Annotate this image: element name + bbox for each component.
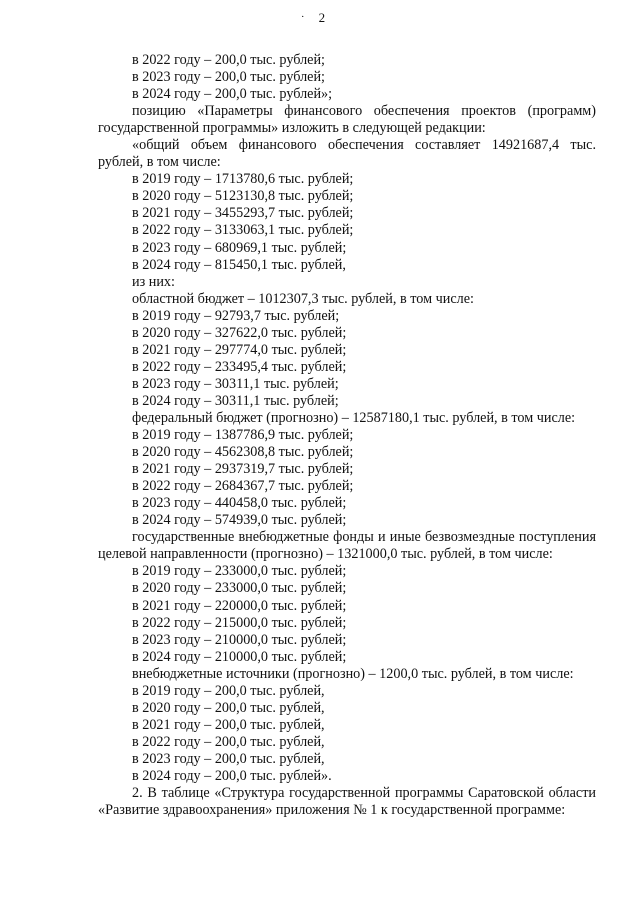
text-line: государственные внебюджетные фонды и иные безвозмездные поступления — [132, 529, 596, 546]
text-line: в 2021 году – 3455293,7 тыс. рублей; — [132, 205, 354, 222]
document-body — [98, 52, 596, 819]
text-line: внебюджетные источники (прогнозно) – 1200,0 тыс. рублей, в том числе: — [132, 665, 574, 682]
page-number-text: 2 — [318, 10, 326, 25]
text-line: в 2023 году – 30311,1 тыс. рублей; — [132, 375, 339, 392]
text-line: в 2024 году – 30311,1 тыс. рублей; — [132, 392, 339, 409]
text-line: в 2019 году – 92793,7 тыс. рублей; — [132, 307, 340, 324]
text-line: в 2020 году – 200,0 тыс. рублей, — [132, 699, 325, 716]
text-line: в 2024 году – 210000,0 тыс. рублей; — [132, 648, 347, 665]
text-line: в 2019 году – 233000,0 тыс. рублей; — [132, 563, 347, 580]
text-line: в 2022 году – 233495,4 тыс. рублей; — [132, 358, 347, 375]
closing-paragraph: 2. В таблице «Структура государственной программы Саратовской области «Развитие здравоохранения» приложения № 1 к государственной программе: — [98, 785, 596, 819]
text-line: в 2020 году – 233000,0 тыс. рублей; — [132, 580, 347, 597]
text-line: в 2023 году – 680969,1 тыс. рублей; — [132, 239, 347, 256]
text-line: в 2022 году – 2684367,7 тыс. рублей; — [132, 478, 354, 495]
text-line: в 2021 году – 2937319,7 тыс. рублей; — [132, 461, 354, 478]
text-line: рублей, в том числе: — [98, 154, 221, 171]
text-line: целевой направленности (прогнозно) – 1321000,0 тыс. рублей, в том числе: — [98, 546, 553, 563]
text-line: в 2020 году – 5123130,8 тыс. рублей; — [132, 188, 354, 205]
text-line: в 2021 году – 220000,0 тыс. рублей; — [132, 597, 347, 614]
text-line: в 2024 году – 200,0 тыс. рублей». — [132, 767, 332, 784]
text-line: в 2022 году – 3133063,1 тыс. рублей; — [132, 222, 354, 239]
text-line: в 2024 году – 574939,0 тыс. рублей; — [132, 512, 347, 529]
text-line: в 2020 году – 327622,0 тыс. рублей; — [132, 324, 347, 341]
text-line: в 2023 году – 200,0 тыс. рублей, — [132, 750, 325, 767]
text-line: в 2019 году – 200,0 тыс. рублей, — [132, 682, 325, 699]
text-line: областной бюджет – 1012307,3 тыс. рублей, в том числе: — [132, 290, 474, 307]
text-line: в 2021 году – 297774,0 тыс. рублей; — [132, 341, 347, 358]
text-line: в 2020 году – 4562308,8 тыс. рублей; — [132, 444, 354, 461]
text-line: в 2022 году – 215000,0 тыс. рублей; — [132, 614, 347, 631]
text-line: в 2019 году – 1713780,6 тыс. рублей; — [132, 171, 354, 188]
text-line: в 2023 году – 200,0 тыс. рублей; — [132, 69, 325, 86]
text-line: из них: — [132, 273, 175, 290]
text-line: в 2024 году – 815450,1 тыс. рублей, — [132, 256, 346, 273]
text-line: федеральный бюджет (прогнозно) – 12587180,1 тыс. рублей, в том числе: — [132, 409, 576, 426]
text-line: в 2023 году – 210000,0 тыс. рублей; — [132, 631, 347, 648]
text-line: в 2019 году – 1387786,9 тыс. рублей; — [132, 427, 354, 444]
text-line: в 2022 году – 200,0 тыс. рублей; — [132, 52, 325, 68]
text-line: в 2024 году – 200,0 тыс. рублей»; — [132, 86, 333, 103]
text-line: в 2022 году – 200,0 тыс. рублей, — [132, 733, 325, 750]
page-number — [0, 10, 640, 26]
text-line: в 2023 году – 440458,0 тыс. рублей; — [132, 495, 347, 512]
text-line: государственной программы» изложить в следующей редакции: — [98, 120, 486, 137]
scan-mark: · — [300, 11, 305, 23]
text-line: в 2021 году – 200,0 тыс. рублей, — [132, 716, 325, 733]
text-line: позицию «Параметры финансового обеспечения проектов (программ) — [132, 103, 596, 120]
text-line: «общий объем финансового обеспечения составляет 14921687,4 тыс. — [132, 137, 596, 154]
